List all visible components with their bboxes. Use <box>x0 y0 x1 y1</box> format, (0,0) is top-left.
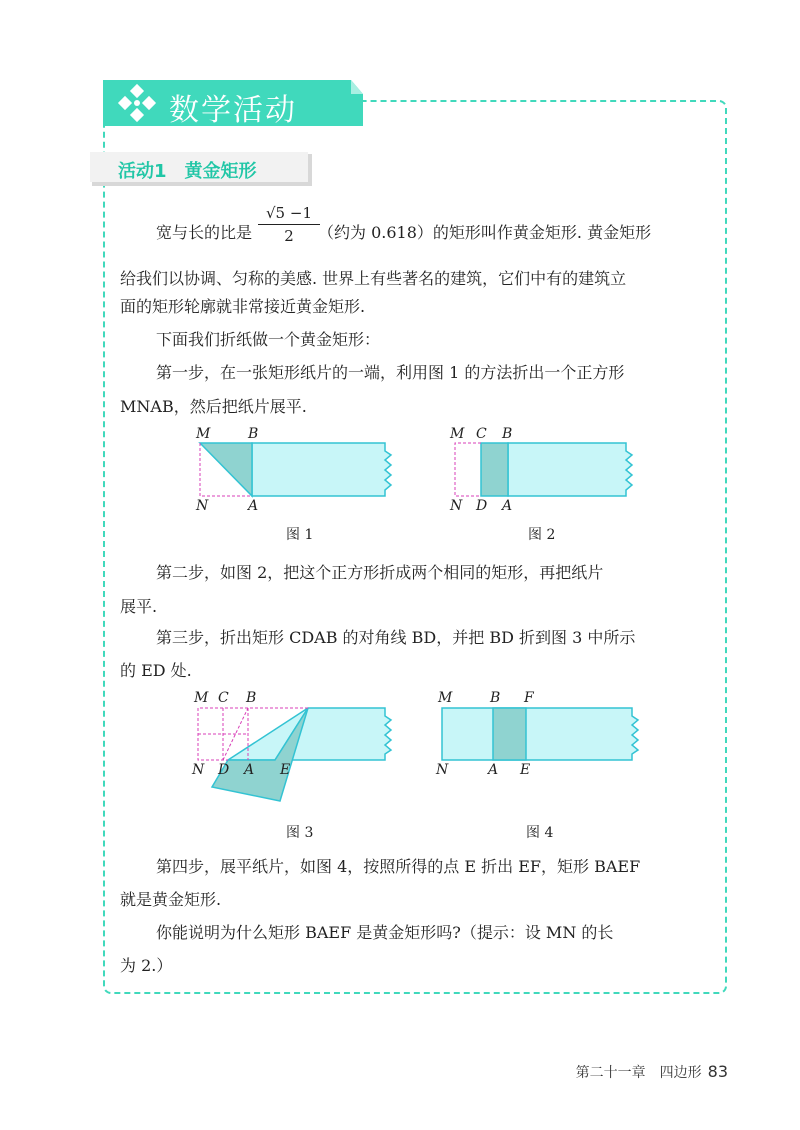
activity-tab <box>90 152 312 186</box>
fig2-label-M: M <box>450 426 465 442</box>
fig2-caption: 图 2 <box>528 527 556 543</box>
fig4-label-N: N <box>436 762 449 778</box>
question-line2: 为 2.） <box>120 956 173 975</box>
chapter-title: 第二十一章 四边形 <box>575 1065 702 1081</box>
step1-line2: MNAB，然后把纸片展平. <box>120 397 307 416</box>
fig2-label-D: D <box>476 498 488 514</box>
fig2-label-A: A <box>502 498 513 514</box>
fig4-caption: 图 4 <box>526 825 554 841</box>
para1-line2: 给我们以协调、匀称的美感. 世界上有些著名的建筑，它们中有的建筑立 <box>120 269 627 288</box>
fig1-label-A: A <box>248 498 259 514</box>
fig1-caption: 图 1 <box>286 527 314 543</box>
fig2-label-N: N <box>450 498 463 514</box>
figure-2 <box>448 424 648 542</box>
step3-line2: 的 ED 处. <box>120 661 192 680</box>
step1-line1: 第一步，在一张矩形纸片的一端，利用图 1 的方法折出一个正方形 <box>156 363 625 382</box>
fig3-label-B: B <box>246 690 257 706</box>
fig3-label-A: A <box>244 762 255 778</box>
fig3-label-M: M <box>194 690 209 706</box>
section-banner <box>103 80 363 126</box>
flower-logo-icon <box>103 80 163 126</box>
fig2-label-B: B <box>502 426 513 442</box>
fig3-label-N: N <box>192 762 205 778</box>
fig4-label-F: F <box>524 690 534 706</box>
page-number: 83 <box>707 1062 728 1081</box>
figure-1 <box>190 424 410 542</box>
fig4-label-A: A <box>488 762 499 778</box>
fig1-label-M: M <box>196 426 211 442</box>
para1-line3: 面的矩形轮廓就非常接近黄金矩形. <box>120 297 366 316</box>
fig3-caption: 图 3 <box>286 825 314 841</box>
fig4-label-B: B <box>490 690 501 706</box>
section-title: 数学活动 <box>169 93 297 128</box>
fig4-label-M: M <box>438 690 453 706</box>
step3-line1: 第三步，折出矩形 CDAB 的对角线 BD，并把 BD 折到图 3 中所示 <box>156 628 636 647</box>
step2-line2: 展平. <box>120 597 158 616</box>
fig3-label-E: E <box>280 762 291 778</box>
figure-3 <box>190 690 410 840</box>
step4-line2: 就是黄金矩形. <box>120 890 222 909</box>
figure-4 <box>432 690 652 840</box>
activity-label: 活动1 黄金矩形 <box>118 161 257 182</box>
fig1-label-N: N <box>196 498 209 514</box>
para2: 下面我们折纸做一个黄金矩形： <box>156 330 381 349</box>
step2-line1: 第二步，如图 2，把这个正方形折成两个相同的矩形，再把纸片 <box>156 563 604 582</box>
fig2-label-C: C <box>476 426 487 442</box>
fig3-label-C: C <box>218 690 229 706</box>
para1-line1: 宽与长的比是 （约为 0.618）的矩形叫作黄金矩形. 黄金矩形 <box>156 223 652 242</box>
fig1-label-B: B <box>248 426 259 442</box>
fig3-label-D: D <box>218 762 230 778</box>
fig4-label-E: E <box>520 762 531 778</box>
golden-ratio-fraction: $\frac{√5 -1}{2}$ <box>258 204 320 245</box>
page-footer <box>576 1062 728 1082</box>
question-line1: 你能说明为什么矩形 BAEF 是黄金矩形吗?（提示：设 MN 的长 <box>156 923 614 942</box>
step4-line1: 第四步，展平纸片，如图 4，按照所得的点 E 折出 EF，矩形 BAEF <box>156 857 641 876</box>
